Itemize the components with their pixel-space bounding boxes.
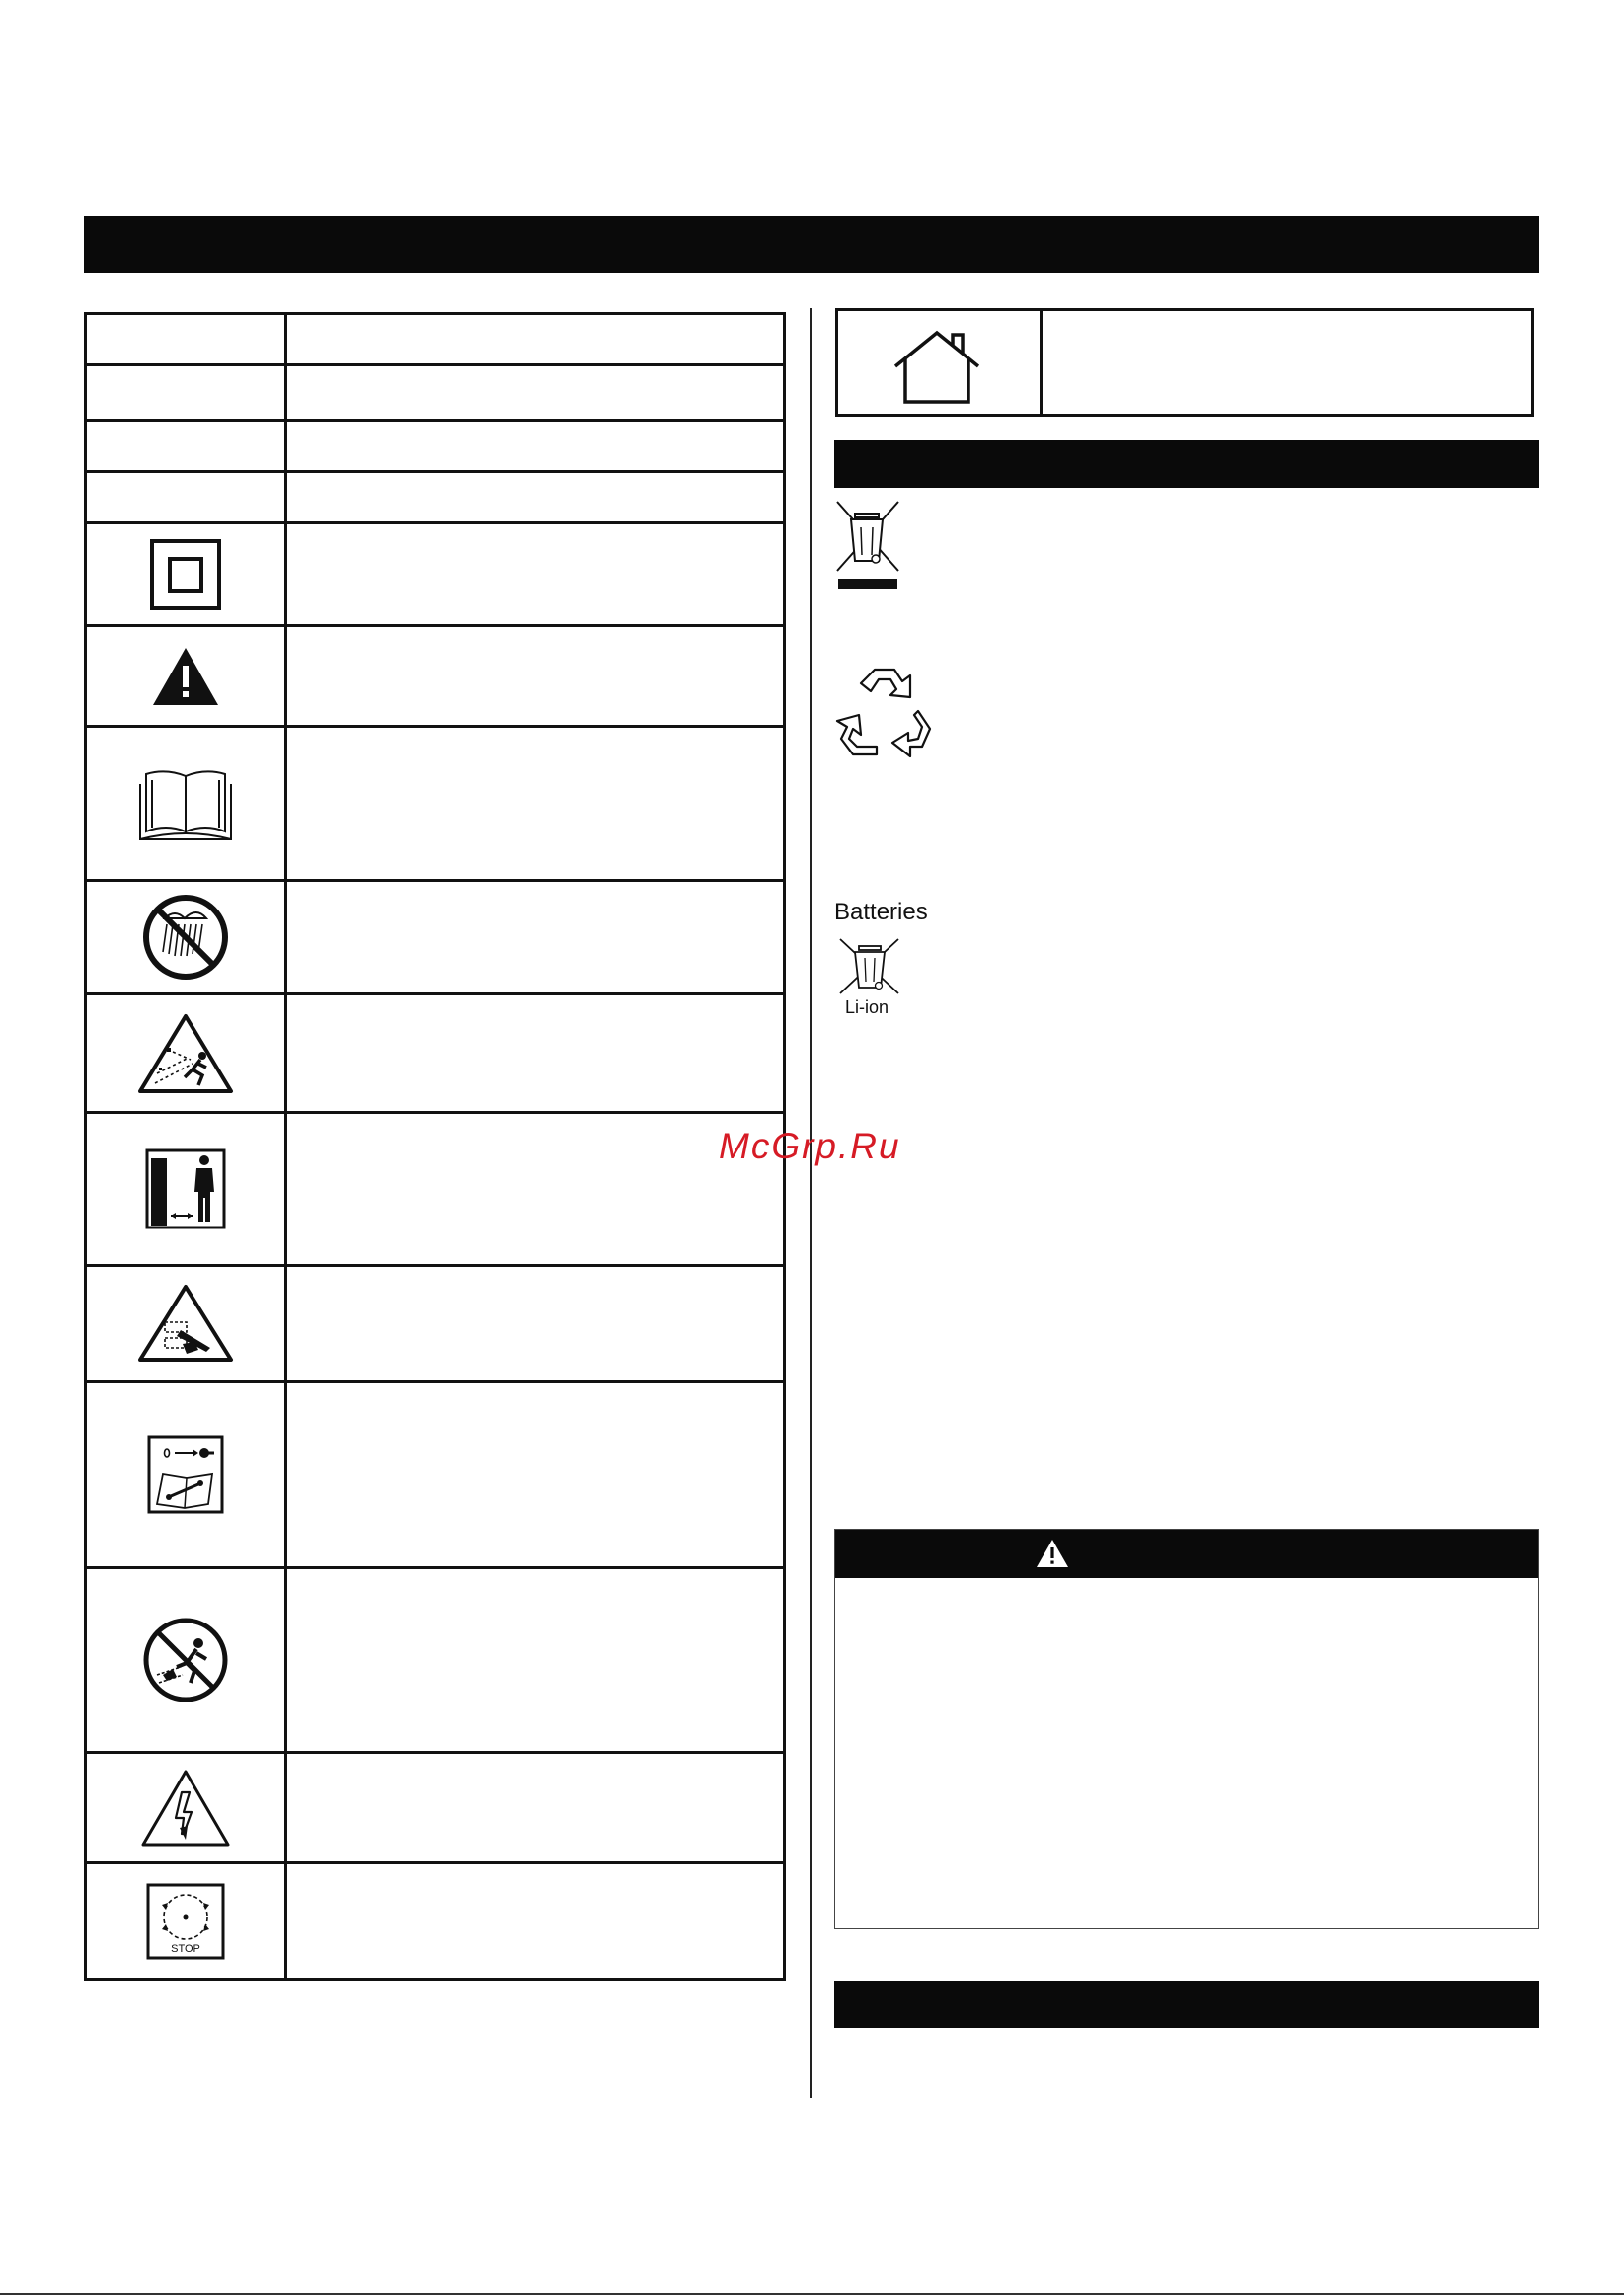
symbol-description-cell	[286, 727, 785, 881]
symbol-cell	[86, 1568, 286, 1753]
batteries-label: Batteries	[834, 899, 928, 925]
symbol-cell	[86, 727, 286, 881]
symbol-row	[86, 881, 785, 994]
battery-bin-icon	[837, 936, 902, 1002]
symbol-description-cell	[286, 314, 785, 365]
symbol-row	[86, 472, 785, 523]
stop-label: STOP	[171, 1942, 200, 1955]
symbol-row	[86, 523, 785, 626]
warning-header	[835, 1530, 1538, 1578]
symbol-row	[86, 1266, 785, 1382]
symbol-description-cell	[286, 1863, 785, 1980]
symbol-description-cell	[286, 1113, 785, 1266]
symbol-cell	[86, 314, 286, 365]
symbol-cell	[86, 1863, 286, 1980]
symbol-row	[86, 994, 785, 1113]
watermark-text: McGrp.Ru	[719, 1126, 901, 1166]
symbol-cell	[86, 421, 286, 472]
keep-distance-icon	[87, 1148, 284, 1229]
no-rain-icon	[87, 893, 284, 982]
symbol-cell	[86, 523, 286, 626]
symbol-row	[86, 727, 785, 881]
symbol-description-cell	[286, 523, 785, 626]
warning-triangle-icon	[87, 646, 284, 707]
column-divider	[810, 308, 812, 2098]
blade-hazard-icon	[87, 1283, 284, 1364]
symbol-description-cell	[286, 626, 785, 727]
thrown-objects-icon	[87, 1012, 284, 1095]
header-bar	[84, 216, 1539, 273]
symbol-cell	[86, 472, 286, 523]
symbol-cell	[86, 1266, 286, 1382]
symbol-description-cell	[286, 1382, 785, 1568]
section-bar-bottom	[834, 1981, 1539, 2028]
symbol-cell	[86, 881, 286, 994]
symbol-row	[86, 421, 785, 472]
indoor-box-separator	[1040, 311, 1043, 414]
page-bottom-edge	[0, 2293, 1624, 2295]
symbol-cell	[86, 1382, 286, 1568]
house-icon	[888, 329, 986, 411]
double-insulation-icon	[87, 538, 284, 611]
li-ion-label: Li-ion	[845, 997, 889, 1017]
symbol-description-cell	[286, 472, 785, 523]
section-bar-environment	[834, 440, 1539, 488]
warning-icon	[1035, 1538, 1070, 1574]
symbol-row	[86, 1863, 785, 1980]
symbol-row	[86, 1113, 785, 1266]
weee-bin-icon	[835, 500, 902, 595]
remove-key-manual-icon	[87, 1435, 284, 1514]
symbol-row	[86, 1753, 785, 1863]
symbol-row	[86, 1568, 785, 1753]
symbols-table	[84, 312, 786, 1981]
symbol-cell	[86, 365, 286, 421]
indoor-use-box	[835, 308, 1534, 417]
symbol-row	[86, 365, 785, 421]
no-bystanders-icon	[87, 1616, 284, 1704]
recycle-icon	[831, 664, 938, 769]
symbol-description-cell	[286, 1568, 785, 1753]
symbol-description-cell	[286, 421, 785, 472]
symbol-cell	[86, 1753, 286, 1863]
symbol-row	[86, 1382, 785, 1568]
warning-box	[834, 1529, 1539, 1929]
symbol-cell	[86, 626, 286, 727]
electric-shock-icon	[87, 1769, 284, 1848]
symbol-row	[86, 314, 785, 365]
symbol-description-cell	[286, 994, 785, 1113]
symbol-description-cell	[286, 881, 785, 994]
symbol-description-cell	[286, 1753, 785, 1863]
symbol-description-cell	[286, 365, 785, 421]
symbol-description-cell	[286, 1266, 785, 1382]
read-manual-icon	[87, 766, 284, 841]
symbol-cell	[86, 1113, 286, 1266]
stop-rotation-icon	[87, 1883, 284, 1960]
symbol-cell	[86, 994, 286, 1113]
symbol-row	[86, 626, 785, 727]
